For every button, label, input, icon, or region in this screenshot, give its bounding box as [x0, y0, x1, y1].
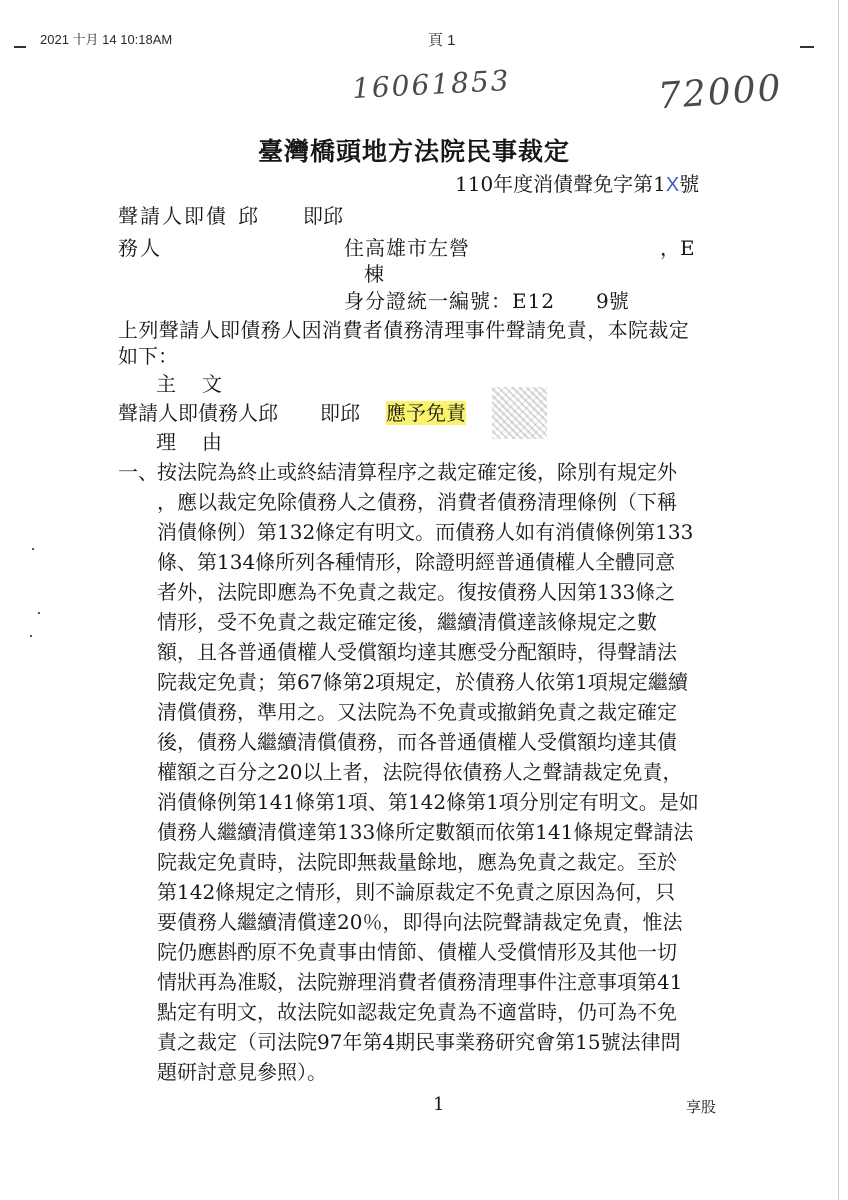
- redaction-gap: [360, 402, 386, 420]
- reason-line: 點定有明文，故法院如認裁定免責為不適當時，仍可為不免: [157, 1000, 677, 1024]
- ruling-highlight: 應予免責: [386, 401, 466, 425]
- division-label: 享股: [686, 1098, 717, 1116]
- reason-line: 權額之百分之20以上者，法院得依債務人之聲請裁定免責，: [157, 760, 683, 784]
- handwritten-amount: 72000: [656, 67, 784, 118]
- party-address-continued: 棟: [364, 262, 384, 286]
- party-role-line2: 務人: [118, 236, 162, 260]
- handwritten-number: 16061853: [351, 63, 512, 106]
- case-number-prefix: 110年度消債聲免字第1: [455, 172, 666, 196]
- reason-line: 院裁定免責時，法院即無裁量餘地，應為免責之裁定。至於: [157, 850, 677, 874]
- intro-line-1: 上列聲請人即債務人因消費者債務清理事件聲請免責，本院裁定: [118, 318, 690, 342]
- main-text: [118, 401, 466, 425]
- seal-stamp: [492, 387, 547, 439]
- reason-line: 條、第134條所列各種情形，除證明經普通債權人全體同意: [157, 550, 676, 574]
- fax-timestamp: 2021 十月 14 10:18AM: [40, 32, 173, 47]
- case-number: [455, 172, 699, 197]
- main-text-prefix: 聲請人即債務人邱: [118, 401, 278, 425]
- reason-line: 者外，法院即應為不免責之裁定。復按債務人因第133條之: [157, 580, 676, 604]
- party-role-line1: 聲請人即債: [118, 204, 228, 228]
- redaction-gap: [278, 402, 320, 420]
- reason-line: 要債務人繼續清償達20％，即得向法院聲請裁定免責，惟法: [157, 910, 683, 934]
- reason-line: 後，債務人繼續清償債務，而各普通債權人受償額均達其債: [157, 730, 677, 754]
- scan-margin-mark: [800, 46, 814, 48]
- party-id-tail: 9號: [596, 289, 629, 313]
- reason-heading: 理 由: [156, 430, 225, 454]
- reason-line: 額，且各普通債權人受償額均達其應受分配額時，得聲請法: [157, 640, 677, 664]
- party-address-label: 住高雄市左營: [344, 236, 470, 260]
- reason-line: 消債條例第141條第1項、第142條第1項分別定有明文。是如: [157, 790, 699, 814]
- party-address-tail: ，E: [660, 236, 695, 260]
- reason-line: 情狀再為准駁，法院辦理消費者債務清理事件注意事項第41: [157, 970, 683, 994]
- scan-speck: [30, 635, 32, 637]
- reason-line: ，應以裁定免除債務人之債務，消費者債務清理條例（下稱: [157, 490, 677, 514]
- main-heading: 主 文: [156, 372, 225, 396]
- main-text-middle: 即邱: [320, 401, 360, 425]
- reason-item-marker: 一、: [118, 460, 158, 484]
- document-title: 臺灣橋頭地方法院民事裁定: [258, 137, 571, 166]
- reason-line: 責之裁定（司法院97年第4期民事業務研究會第15號法律問: [157, 1030, 681, 1054]
- party-id-label: 身分證統一編號：E12: [344, 289, 556, 313]
- reason-line: 院裁定免責；第67條第2項規定，於債務人依第1項規定繼續: [157, 670, 688, 694]
- reason-line: 題研討意見參照）。: [157, 1060, 327, 1084]
- case-number-suffix: 號: [679, 172, 700, 196]
- page-number: 1: [433, 1094, 445, 1115]
- case-number-handwritten-mark: X: [665, 174, 680, 196]
- reason-line: 按法院為終止或終結清算程序之裁定確定後，除別有規定外: [157, 460, 677, 484]
- scan-margin-mark: [14, 46, 26, 48]
- fax-page-label: 頁 1: [428, 32, 456, 49]
- party-name-b: 即邱: [303, 204, 343, 228]
- scan-speck: [38, 612, 40, 614]
- reason-line: 第142條規定之情形，則不論原裁定不免責之原因為何，只: [157, 880, 676, 904]
- reason-line: 清償債務，準用之。又法院為不免責或撤銷免責之裁定確定: [157, 700, 677, 724]
- scan-speck: [32, 548, 34, 550]
- reason-line: 情形，受不免責之裁定確定後，繼續清償達該條規定之數: [157, 610, 657, 634]
- intro-line-2: 如下：: [118, 344, 178, 368]
- scan-edge-line: [838, 0, 839, 1200]
- reason-line: 院仍應斟酌原不免責事由情節、債權人受償情形及其他一切: [157, 940, 677, 964]
- party-name-a: 邱: [238, 204, 258, 228]
- reason-line: 債務人繼續清償達第133條所定數額而依第141條規定聲請法: [157, 820, 694, 844]
- reason-line: 消債條例）第132條定有明文。而債務人如有消債條例第133: [157, 520, 694, 544]
